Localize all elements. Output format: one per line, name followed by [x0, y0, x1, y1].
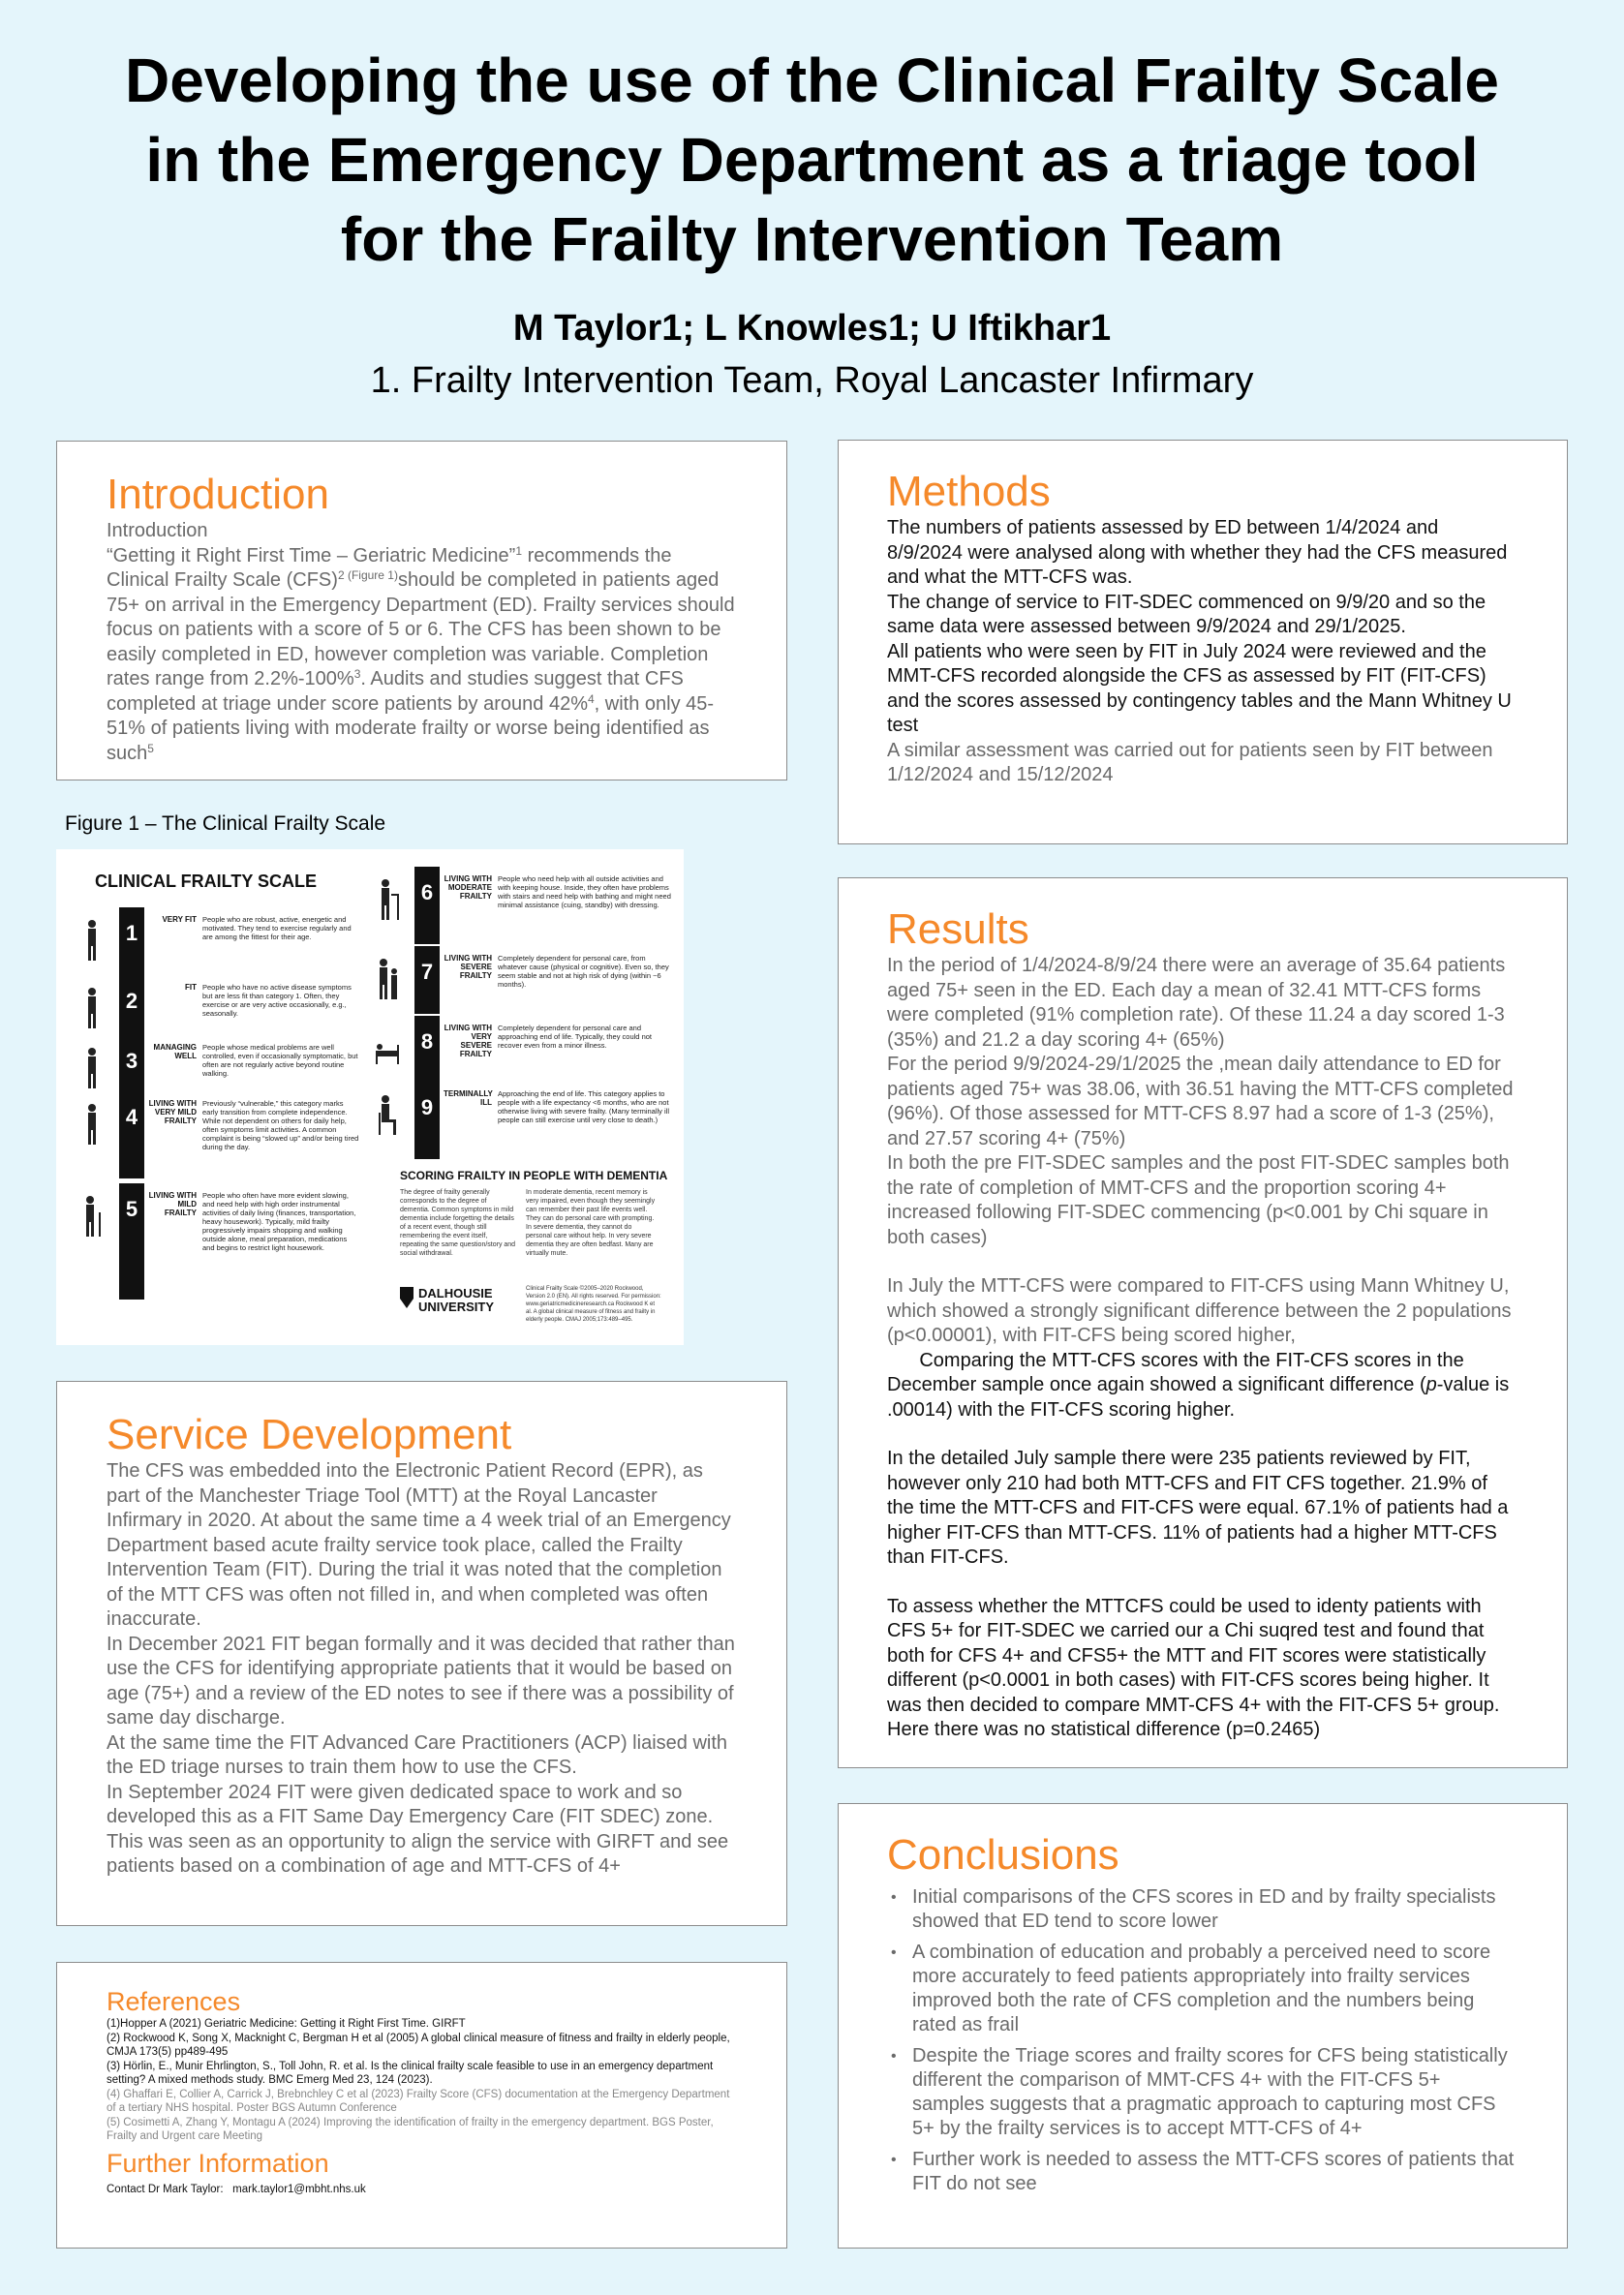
cfs-level-desc: People who are robust, active, energetic and motivated. They tend to exercise regularly and are among the fittest for their age.: [202, 915, 352, 941]
title-line: in the Emergency Department as a triage tool: [145, 125, 1479, 195]
dementia-heading: SCORING FRAILTY IN PEOPLE WITH DEMENTIA: [400, 1169, 668, 1182]
dementia-text-right: In moderate dementia, recent memory is very impaired, even though they seemingly can remember their past life events well. They can do personal care with prompting. In severe dementia, they cannot do personal care without help. In very severe dementia they are often bedfast. Many are virtually mute.: [526, 1189, 656, 1257]
cfs-copyright: Clinical Frailty Scale ©2005–2020 Rockwood, Version 2.0 (EN). All rights reserved. For permission: www.geriatricmedicineresearch.ca Rockwood K et al. A global clinical measure of fitness and frailty in elderly people. CMAJ 2005;173:489–495.: [526, 1286, 661, 1323]
dementia-text-left: The degree of frailty generally corresponds to the degree of dementia. Common symptoms in mild dementia include forgetting the details of a recent event, though still remembering the event itself, repeating the same question/story and social withdrawal.: [400, 1189, 516, 1257]
cfs-level-desc: People who often have more evident slowing, and need help with high order instrumental activities of daily living (finances, transportation, heavy housework). Typically, mild frailty progressively impairs shopping and walking outside alone, meal preparation, medications and begins to restrict light housework.: [202, 1191, 356, 1252]
intro-citation: 1: [515, 543, 523, 558]
cfs-level-number: 8: [414, 1016, 440, 1084]
intro-citation: 3: [353, 667, 361, 681]
person-icon: [80, 919, 104, 962]
intro-text: . Audits and studies suggest that CFS completed at triage under score patients by around 42%: [107, 668, 684, 715]
contact-info: Contact Dr Mark Taylor: mark.taylor1@mbht.nhs.uk: [107, 2183, 366, 2195]
results-paragraph: In July the MTT-CFS were compared to FIT-CFS using Mann Whitney U, which showed a strongly significant difference between the 2 populations (p<0.00001), with FIT-CFS being scored higher,: [887, 1275, 1512, 1346]
methods-paragraph: The numbers of patients assessed by ED between 1/4/2024 and 8/9/2024 were analysed along with whether they had the CFS measured and what the MTT-CFS was.: [887, 517, 1508, 588]
intro-text: recommends the Clinical Frailty Scale (CFS): [107, 544, 672, 591]
person-with-cane-icon: [80, 1195, 104, 1238]
person-icon: [80, 987, 104, 1029]
cfs-level: [119, 907, 361, 975]
results-paragraph: For the period 9/9/2024-29/1/2025 the ,mean daily attendance to ED for patients aged 75+ was 38.06, with 36.51 having the MTT-CFS completed (96%). Of those assessed for MTT-CFS 8.97 had a score of 1-3 (25%), and 27.57 scoring 4+ (75%): [887, 1054, 1514, 1149]
cfs-level-desc: People whose medical problems are well controlled, even if occasionally symptomatic, but often are not regularly active beyond routine walking.: [202, 1043, 358, 1078]
cfs-level: [119, 1091, 361, 1178]
cfs-level-label: LIVING WITH MODERATE FRAILTY: [444, 874, 492, 901]
cfs-level-desc: People who need help with all outside activities and with keeping house. Inside, they often have problems with stairs and need help with bathing and might need minimal assistance (cuing, standby) with dressing.: [498, 874, 671, 909]
cfs-title: CLINICAL FRAILTY SCALE: [95, 872, 317, 891]
cfs-level-number: 9: [414, 1082, 440, 1159]
intro-citation: 4: [587, 691, 595, 706]
cfs-level-label: LIVING WITH MILD FRAILTY: [148, 1191, 197, 1217]
references-section: [56, 1962, 787, 2249]
cfs-level-number: 7: [414, 946, 440, 1014]
cfs-level-label: MANAGING WELL: [153, 1043, 197, 1060]
cfs-level-number: 5: [119, 1183, 144, 1300]
service-paragraph: At the same time the FIT Advanced Care Practitioners (ACP) liaised with the ED triage nurses to train them how to use the CFS.: [107, 1731, 728, 1778]
results-paragraph: In the period of 1/4/2024-8/9/24 there were an average of 35.64 patients aged 75+ seen in the ED. Each day a mean of 32.41 MTT-CFS forms were completed (91% completion rate). Of these 11.24 a day scored 1-3 (35%) and 21.2 a day scoring 4+ (65%): [887, 955, 1506, 1051]
results-text: p: [1425, 1374, 1437, 1395]
results-paragraph: In the detailed July sample there were 235 patients reviewed by FIT, however only 210 had both MTT-CFS and FIT CFS together. 21.9% of the time the MTT-CFS and FIT-CFS were equal. 67.1% of patients had a higher FIT-CFS than MTT-CFS. 11% of patients had a higher MTT-CFS than FIT-CFS.: [887, 1448, 1509, 1568]
results-heading: Results: [887, 905, 1029, 953]
cfs-level: [414, 1082, 678, 1159]
cfs-level-desc: People who have no active disease symptoms but are less fit than category 1. Often, they exercise or are very active occasionally, e.g., seasonally.: [202, 983, 352, 1018]
cfs-level-label: FIT: [185, 983, 197, 992]
cfs-level-label: LIVING WITH VERY MILD FRAILTY: [148, 1099, 197, 1125]
authors: M Taylor1; L Knowles1; U Iftikhar1: [512, 308, 1112, 349]
cfs-level: [414, 946, 678, 1014]
clinical-frailty-scale-figure: [56, 849, 684, 1345]
reference-item: (1)Hopper A (2021) Geriatric Medicine: Getting it Right First Time. GIRFT: [107, 2018, 466, 2030]
person-in-bed-icon: [376, 1027, 399, 1070]
conclusion-item: • A combination of education and probably a perceived need to score more accurately to feed patients appropriately into frailty services improved both the rate of CFS completion and the numbers being rated as frail: [887, 1941, 1517, 2037]
results-body: [887, 954, 1517, 1743]
title-line: Developing the use of the Clinical Frailty Scale: [124, 46, 1500, 115]
person-icon: [80, 1047, 104, 1089]
service-paragraph: The CFS was embedded into the Electronic Patient Record (EPR), as part of the Manchester Triage Tool (MTT) at the Royal Lancaster Infirmary in 2020. At about the same time a 4 week trial of an Emergency Department based acute frailty service took place, called the Frailty Intervention Team (FIT). During the trial it was noted that the completion of the MTT CFS was often not filled in, and when completed was often inaccurate.: [107, 1460, 731, 1630]
service-paragraph: In December 2021 FIT began formally and it was decided that rather than use the CFS for identifying appropriate patients that it would be based on age (75+) and a review of the ED notes to see if there was a possibility of same day discharge.: [107, 1633, 735, 1729]
introduction-section: [56, 441, 787, 780]
affiliation: 1. Frailty Intervention Team, Royal Lancaster Infirmary: [370, 360, 1254, 401]
cfs-level-desc: Completely dependent for personal care and approaching end of life. Typically, they could not recover even from a minor illness.: [498, 1024, 652, 1050]
university-crest-icon: [400, 1287, 414, 1308]
results-section: [838, 877, 1568, 1768]
cfs-level-number: 3: [119, 1035, 144, 1103]
cfs-level-number: 4: [119, 1091, 144, 1178]
references-list: [107, 2017, 736, 2144]
conclusions-section: [838, 1803, 1568, 2249]
further-information-heading: Further Information: [107, 2148, 329, 2178]
reference-item: (5) Cosimetti A, Zhang Y, Montagu A (2024) Improving the identification of frailty in the emergency department. BGS Poster, Frailty and Urgent care Meeting: [107, 2116, 714, 2142]
university-name: DALHOUSIE UNIVERSITY: [418, 1286, 495, 1314]
cfs-level: [414, 1016, 678, 1084]
cfs-level-label: LIVING WITH SEVERE FRAILTY: [444, 954, 492, 980]
service-paragraph: In September 2024 FIT were given dedicated space to work and so developed this as a FIT Same Day Emergency Care (FIT SDEC) zone. This was seen as an opportunity to align the service with GIRFT and see patients based on a combination of age and MTT-CFS of 4+: [107, 1781, 729, 1877]
poster-title: [39, 41, 1585, 279]
conclusion-item: • Despite the Triage scores and frailty scores for CFS being statistically different the comparison of MMT-CFS 4+ with the FIT-CFS 5+ samples suggests that a pragmatic approach to capturing most CFS 5+ by the frailty services is to accept MTT-CFS of 4+: [887, 2044, 1517, 2141]
intro-text: should be completed in patients aged 75+ on arrival in the Emergency Department (ED). Frailty services should focus on patients with a score of 5 or 6. The CFS has been shown to be easily completed in ED, however completion was variable. Completion rates range from 2.2%-100%: [107, 569, 735, 689]
cfs-level-number: 1: [119, 907, 144, 975]
results-paragraph: In both the pre FIT-SDEC samples and the post FIT-SDEC samples both the rate of completion of MMT-CFS and the proportion scoring 4+ increased following FIT-SDEC commencing (p<0.001 by Chi square in both cases): [887, 1152, 1510, 1248]
introduction-heading: Introduction: [107, 471, 329, 518]
cfs-level-label: VERY FIT: [162, 915, 197, 924]
conclusion-item: • Initial comparisons of the CFS scores in ED and by frailty specialists showed that ED tend to score lower: [887, 1885, 1517, 1934]
person-seated-icon: [376, 1093, 399, 1136]
results-paragraph: To assess whether the MTTCFS could be used to identy patients with CFS 5+ for FIT-SDEC we carried our a Chi suqred test and found that both for CFS 4+ and CFS5+ the MTT and FIT scores were statistically different (p<0.0001 in both cases) with FIT-CFS scores being higher. It was then decided to compare MMT-CFS 4+ with the FIT-CFS 5+ group. Here there was no statistical difference (p=0.2465): [887, 1595, 1500, 1740]
cfs-level-desc: Previously “vulnerable,” this category marks early transition from complete independence. While not dependent on others for daily help, often symptoms limit activities. A common complaint is being “slowed up” and/or being tired during the day.: [202, 1099, 359, 1151]
references-heading: References: [107, 1987, 241, 2016]
cfs-level-desc: Approaching the end of life. This category applies to people with a life expectancy <6 months, who are not otherwise living with severe frailty. (Many terminally ill people can still exercise until very close to death.): [498, 1089, 669, 1124]
intro-citation: 2 (Figure 1): [337, 568, 398, 582]
intro-text: “Getting it Right First Time – Geriatric Medicine”: [107, 544, 516, 566]
person-icon: [80, 1103, 104, 1146]
cfs-level: [119, 975, 361, 1043]
cfs-level-desc: Completely dependent for personal care, from whatever cause (physical or cognitive). Even so, they seem stable and not at high risk of dying (within ~6 months).: [498, 954, 669, 989]
methods-paragraph: The change of service to FIT-SDEC commenced on 9/9/20 and so the same data were assessed between 9/9/2024 and 29/1/2025.: [887, 591, 1486, 637]
cfs-level-number: 6: [414, 867, 440, 944]
methods-body: [887, 516, 1517, 788]
person-with-walker-icon: [376, 878, 399, 921]
reference-item: (4) Ghaffari E, Collier A, Carrick J, Brebnchley C et al (2023) Frailty Score (CFS) documentation at the Emergency Department of a tertiary NHS hospital. Poster BGS Autumn Conference: [107, 2088, 730, 2114]
figure-caption: Figure 1 – The Clinical Frailty Scale: [65, 812, 386, 835]
results-paragraph: [887, 1349, 1517, 1423]
cfs-level-label: TERMINALLY ILL: [444, 1089, 493, 1107]
service-development-body: [107, 1459, 736, 1880]
service-development-section: [56, 1381, 787, 1926]
methods-paragraph: A similar assessment was carried out for patients seen by FIT between 1/12/2024 and 15/12/2024: [887, 739, 1493, 785]
reference-item: (3) Hörlin, E., Munir Ehrlington, S., Toll John, R. et al. Is the clinical frailty scale feasible to use in an emergency department setting? A mixed methods study. BMC Emerg Med 23, 124 (2023).: [107, 2060, 714, 2086]
methods-heading: Methods: [887, 468, 1051, 515]
results-text: Comparing the MTT-CFS scores with the FIT-CFS scores in the December sample once again showed a significant difference (: [887, 1349, 1470, 1395]
methods-paragraph: All patients who were seen by FIT in July 2024 were reviewed and the MMT-CFS recorded alongside the CFS as assessed by FIT (FIT-CFS) and the scores assessed by contingency tables and the Mann Whitney U test: [887, 640, 1512, 736]
intro-text: , with only 45-51% of patients living with moderate frailty or worse being identified as such: [107, 692, 715, 764]
methods-section: [838, 440, 1568, 844]
results-text: -value is .00014) with the FIT-CFS scoring higher.: [887, 1374, 1515, 1421]
service-development-heading: Service Development: [107, 1411, 512, 1458]
conclusion-item: • Further work is needed to assess the MTT-CFS scores of patients that FIT do not see: [887, 2148, 1517, 2196]
intro-citation: 5: [147, 741, 154, 755]
introduction-paragraph: [107, 544, 736, 767]
conclusions-heading: Conclusions: [887, 1831, 1119, 1879]
person-assisted-icon: [376, 958, 399, 1000]
cfs-level: [414, 867, 678, 944]
reference-item: (2) Rockwood K, Song X, Macknight C, Bergman H et al (2005) A global clinical measure of fitness and frailty in elderly people, CMJA 173(5) pp489-495: [107, 2032, 730, 2058]
introduction-body: [107, 519, 736, 766]
introduction-subheading: Introduction: [107, 520, 208, 541]
title-line: for the Frailty Intervention Team: [340, 204, 1284, 274]
cfs-level: [119, 1183, 361, 1300]
cfs-level-label: LIVING WITH VERY SEVERE FRAILTY: [444, 1024, 492, 1058]
cfs-level-number: 2: [119, 975, 144, 1043]
conclusions-list: [887, 1885, 1517, 2196]
